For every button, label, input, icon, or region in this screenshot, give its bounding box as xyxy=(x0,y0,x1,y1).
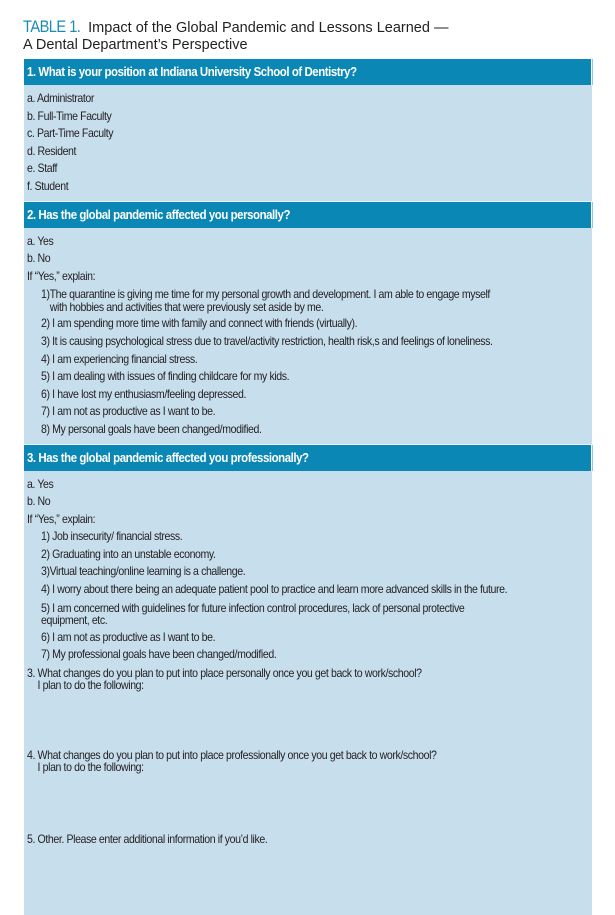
explanation-item: 6) I am not as productive as I want to be. xyxy=(41,629,216,644)
section-header-professional: 3. Has the global pandemic affected you professionally? xyxy=(24,445,592,471)
option-item: e. Staff xyxy=(27,161,58,176)
explanation-item: 1)The quarantine is giving me time for my personal growth and development. I am able to engage myself with hobbies and activities that were previously set aside by me. xyxy=(41,287,490,314)
explanation-item: 5) I am dealing with issues of finding childcare for my kids. xyxy=(41,369,290,384)
open-question-other: 5. Other. Please enter additional information if you’d like. xyxy=(27,831,268,846)
explanation-item: 1) Job insecurity/ financial stress. xyxy=(41,529,183,544)
section-header-position: 1. What is your position at Indiana University School of Dentistry? xyxy=(24,59,592,85)
explanation-item: 7) I am not as productive as I want to be. xyxy=(41,404,216,419)
explain-label: If “Yes,” explain: xyxy=(27,268,96,283)
table-label: TABLE 1. xyxy=(23,17,81,36)
explanation-item: 3)Virtual teaching/online learning is a challenge. xyxy=(41,564,246,579)
explanation-item: 3) It is causing psychological stress due to travel/activity restriction, health risk,s and feelings of loneliness. xyxy=(41,333,493,348)
survey-table xyxy=(24,59,592,915)
option-item: a. Yes xyxy=(27,476,54,491)
option-item: b. No xyxy=(27,251,51,266)
option-item: a. Administrator xyxy=(27,91,95,105)
explanation-item: 8) My personal goals have been changed/modified. xyxy=(41,421,262,436)
section-body-personal xyxy=(24,228,592,445)
explanation-item: 2) Graduating into an unstable economy. xyxy=(41,546,216,561)
section-body-position xyxy=(24,85,592,202)
open-question-professional: 4. What changes do you plan to put into place professionally once you get back to work/school? I plan to do the following: xyxy=(27,747,437,775)
explanation-item: 4) I worry about there being an adequate patient pool to practice and learn more advanced skills in the future. xyxy=(41,582,508,597)
answer-space-professional xyxy=(27,774,592,833)
explanation-item: 5) I am concerned with guidelines for future infection control procedures, lack of personal protective equipment, etc. xyxy=(41,600,465,628)
option-item: d. Resident xyxy=(27,143,77,158)
option-item: f. Student xyxy=(27,178,69,193)
option-item: b. No xyxy=(27,494,51,509)
table-title: Impact of the Global Pandemic and Lessons Learned — xyxy=(88,20,449,36)
explain-label: If “Yes,” explain: xyxy=(27,511,96,526)
option-item: c. Part-Time Faculty xyxy=(27,126,114,141)
explanation-item: 4) I am experiencing financial stress. xyxy=(41,351,198,366)
option-item: a. Yes xyxy=(27,233,54,248)
answer-space-other xyxy=(27,845,592,905)
table-caption xyxy=(23,18,603,54)
section-body-professional xyxy=(24,471,592,911)
option-item: b. Full-Time Faculty xyxy=(27,108,112,123)
table-subtitle: A Dental Department’s Perspective xyxy=(23,37,248,53)
section-header-personal: 2. Has the global pandemic affected you personally? xyxy=(24,202,592,228)
open-question-personal: 3. What changes do you plan to put into place personally once you get back to work/school? I plan to do the following: xyxy=(27,665,422,693)
explanation-item: 7) My professional goals have been changed/modified. xyxy=(41,647,277,662)
explanation-item: 6) I have lost my enthusiasm/feeling depressed. xyxy=(41,386,247,401)
answer-space-personal xyxy=(27,692,592,749)
explanation-item: 2) I am spending more time with family and connect with friends (virtually). xyxy=(41,316,358,331)
